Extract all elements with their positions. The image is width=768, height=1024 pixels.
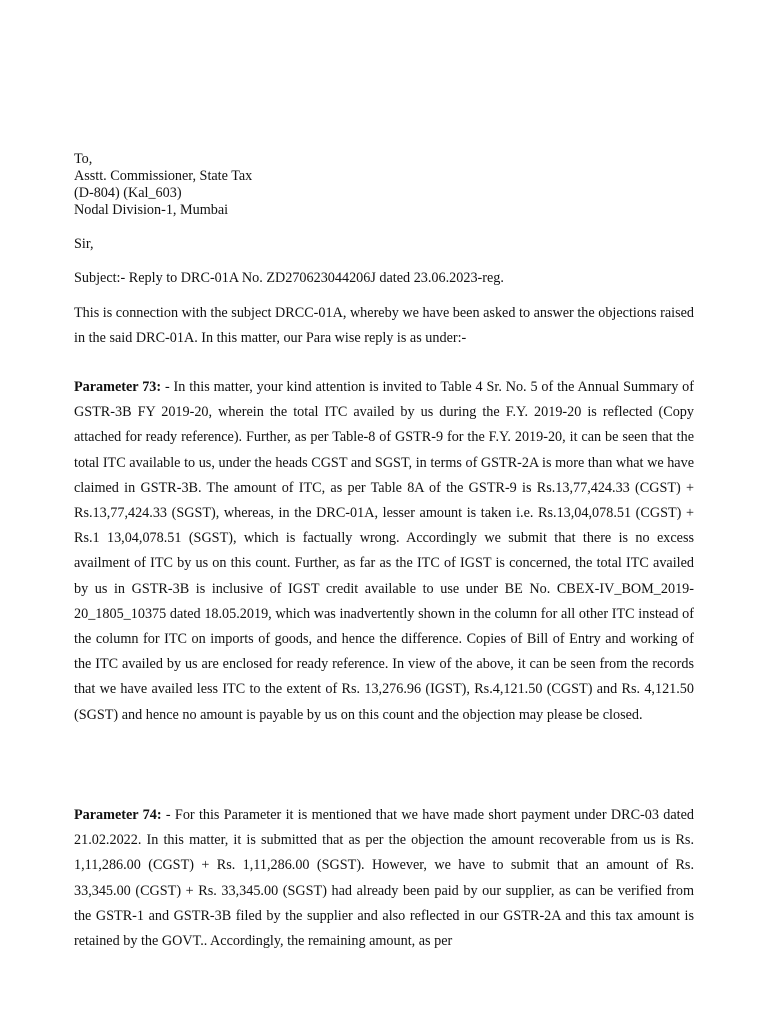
recipient-address <box>74 151 252 219</box>
parameter-74-paragraph <box>74 803 694 954</box>
parameter-73-heading: Parameter 73: <box>74 379 162 395</box>
address-line-division: Nodal Division-1, Mumbai <box>74 202 229 218</box>
parameter-74-body: - For this Parameter it is mentioned that we have made short payment under DRC-03 dated 21.02.2022. In this matter, it is submitted that as per the objection the amount recoverable from us is Rs. 1,11,286.00 (CGST) + Rs. 1,11,286.00 (SGST). However, we have to submit that an amount of Rs. 33,345.00 (CGST) + Rs. 33,345.00 (SGST) had already been paid by our supplier, as can be verified from the GSTR-1 and GSTR-3B filed by the supplier and also reflected in our GSTR-2A and this tax amount is retained by the GOVT.. Accordingly, the remaining amount, as per <box>74 807 694 950</box>
subject-line: Subject:- Reply to DRC-01A No. ZD270623044206J dated 23.06.2023-reg. <box>74 270 504 286</box>
address-line-code: (D-804) (Kal_603) <box>74 185 182 201</box>
parameter-74-heading: Parameter 74: <box>74 807 162 823</box>
parameter-73-paragraph <box>74 375 694 728</box>
intro-paragraph: This is connection with the subject DRCC-01A, whereby we have been asked to answer the objections raised in the said DRC-01A. In this matter, our Para wise reply is as under:- <box>74 305 694 347</box>
salutation: Sir, <box>74 236 94 252</box>
parameter-73-body: - In this matter, your kind attention is invited to Table 4 Sr. No. 5 of the Annual Summary of GSTR-3B FY 2019-20, wherein the total ITC availed by us during the F.Y. 2019-20 is reflected (Copy attached for ready reference). Further, as per Table-8 of GSTR-9 for the F.Y. 2019-20, it can be seen that the total ITC available to us, under the heads CGST and SGST, in terms of GSTR-2A is more than what we have claimed in GSTR-3B. The amount of ITC, as per Table 8A of the GSTR-9 is Rs.13,77,424.33 (CGST) + Rs.13,77,424.33 (SGST), whereas, in the DRC-01A, lesser amount is taken i.e. Rs.13,04,078.51 (CGST) + Rs.1 13,04,078.51 (SGST), which is factually wrong. Accordingly we submit that there is no excess availment of ITC by us on this count. Further, as far as the ITC of IGST is concerned, the total ITC availed by us in GSTR-3B is inclusive of IGST credit available to use under BE No. CBEX-IV_BOM_2019-20_1805_10375 dated 18.05.2019, which was inadvertently shown in the column for all other ITC instead of the column for ITC on imports of goods, and hence the difference. Copies of Bill of Entry and working of the ITC availed by us are enclosed for ready reference. In view of the above, it can be seen from the records that we have availed less ITC to the extent of Rs. 13,276.96 (IGST), Rs.4,121.50 (CGST) and Rs. 4,121.50 (SGST) and hence no amount is payable by us on this count and the objection may please be closed. <box>74 379 694 723</box>
address-line-to: To, <box>74 151 93 167</box>
address-line-designation: Asstt. Commissioner, State Tax <box>74 168 253 184</box>
